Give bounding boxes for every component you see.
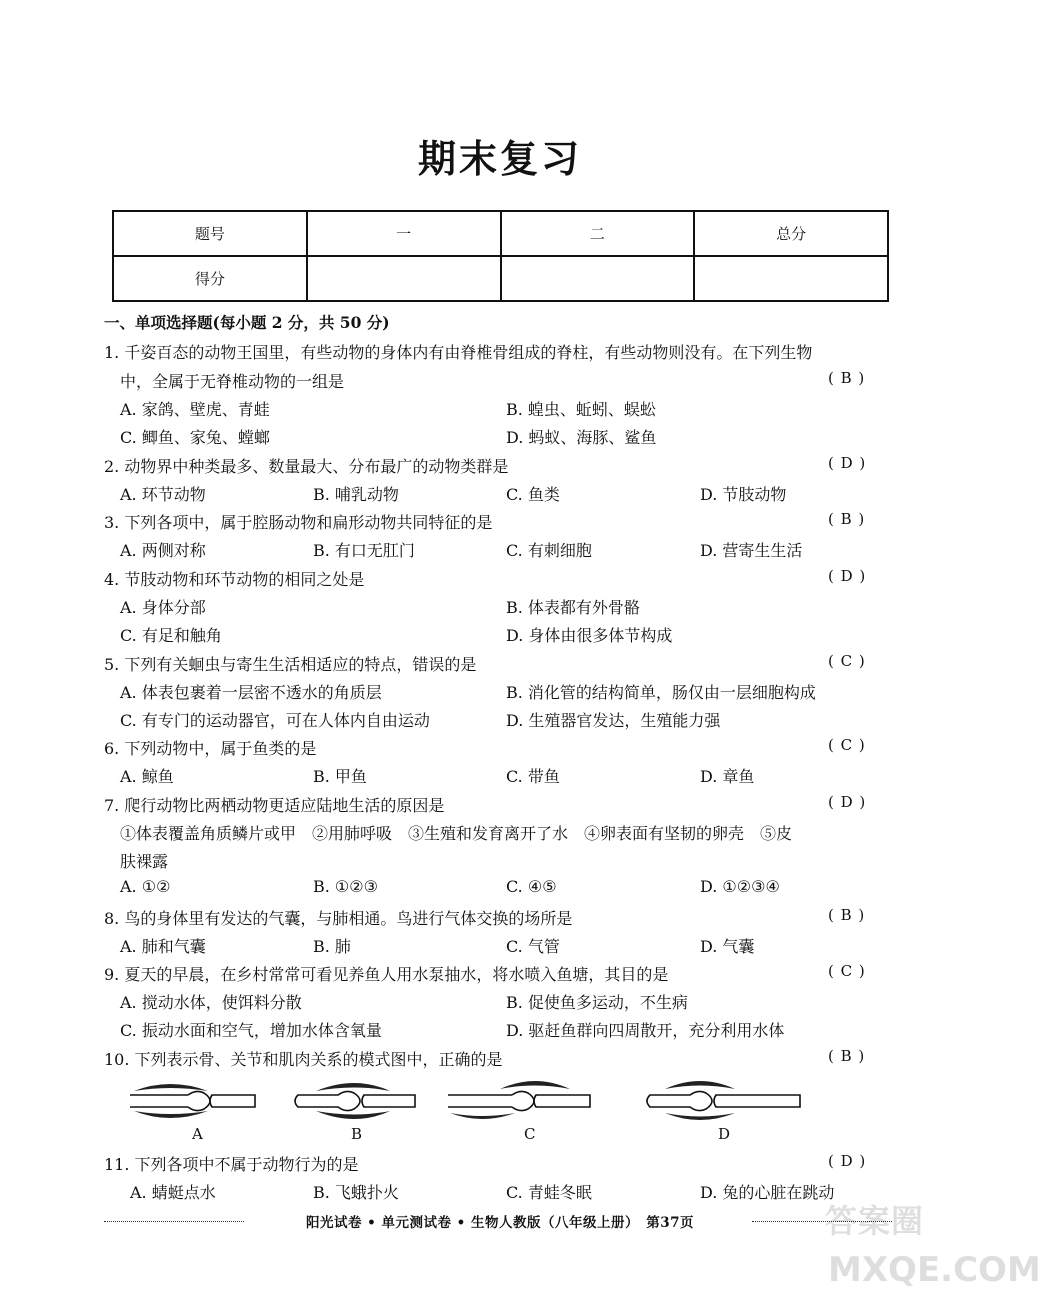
answer-mark: ( C ) <box>828 736 866 754</box>
option: C. ④⑤ <box>506 877 557 896</box>
option: C. 气管 <box>506 937 560 956</box>
answer-mark: ( B ) <box>828 510 866 528</box>
watermark: 答案圈 <box>825 1202 925 1240</box>
answer-mark: ( D ) <box>828 567 867 585</box>
option: B. 哺乳动物 <box>313 485 399 504</box>
option: D. 兔的心脏在跳动 <box>700 1183 835 1202</box>
question-text: 中，全属于无脊椎动物的一组是 <box>120 372 345 391</box>
option: A. 鲸鱼 <box>120 767 174 786</box>
diagram-label: D <box>718 1125 731 1143</box>
option: B. 消化管的结构简单，肠仅由一层细胞构成 <box>506 683 816 702</box>
option: A. 身体分部 <box>120 598 206 617</box>
score-header-cell: 总分 <box>694 211 888 256</box>
option: A. 蜻蜓点水 <box>130 1183 216 1202</box>
question-text: 5. 下列有关蛔虫与寄生生活相适应的特点，错误的是 <box>104 655 477 674</box>
option: A. 家鸽、壁虎、青蛙 <box>120 400 270 419</box>
answer-mark: ( B ) <box>828 369 866 387</box>
diagram-b <box>295 1083 415 1119</box>
question-text: ①体表覆盖角质鳞片或甲 ②用肺呼吸 ③生殖和发育离开了水 ④卵表面有坚韧的卵壳 ⑤皮 <box>120 824 793 843</box>
option: D. ①②③④ <box>700 877 780 896</box>
answer-mark: ( D ) <box>828 1152 867 1170</box>
question-text: 8. 鸟的身体里有发达的气囊，与肺相通。鸟进行气体交换的场所是 <box>104 909 573 928</box>
option: D. 章鱼 <box>700 767 755 786</box>
option: B. 促使鱼多运动，不生病 <box>506 993 688 1012</box>
page-title: 期末复习 <box>417 137 582 181</box>
option: A. 肺和气囊 <box>120 937 206 956</box>
option: A. 两侧对称 <box>120 541 206 560</box>
option: D. 节肢动物 <box>700 485 787 504</box>
option: C. 鱼类 <box>506 485 560 504</box>
option: D. 营寄生生活 <box>700 541 803 560</box>
option: D. 气囊 <box>700 937 755 956</box>
score-table <box>112 210 889 302</box>
option: B. 甲鱼 <box>313 767 367 786</box>
option: D. 驱赶鱼群向四周散开，充分利用水体 <box>506 1021 785 1040</box>
option: B. ①②③ <box>313 877 378 896</box>
answer-mark: ( B ) <box>828 906 866 924</box>
score-row-label: 得分 <box>113 256 307 301</box>
score-header-cell: 一 <box>307 211 501 256</box>
question-text: 3. 下列各项中，属于腔肠动物和扁形动物共同特征的是 <box>104 513 493 532</box>
diagram-a <box>130 1084 255 1118</box>
option: B. 有口无肛门 <box>313 541 415 560</box>
option: D. 蚂蚁、海豚、鲨鱼 <box>506 428 657 447</box>
question-text: 2. 动物界中种类最多、数量最大、分布最广的动物类群是 <box>104 457 509 476</box>
option: C. 带鱼 <box>506 767 560 786</box>
diagram-d <box>647 1081 800 1120</box>
answer-mark: ( D ) <box>828 454 867 472</box>
option: A. 体表包裹着一层密不透水的角质层 <box>120 683 382 702</box>
score-input-cell[interactable] <box>501 256 695 301</box>
score-header-cell: 二 <box>501 211 695 256</box>
option: B. 体表都有外骨骼 <box>506 598 640 617</box>
option: C. 青蛙冬眠 <box>506 1183 592 1202</box>
option: C. 鲫鱼、家兔、螳螂 <box>120 428 270 447</box>
diagram-label: B <box>351 1125 363 1143</box>
option: C. 振动水面和空气，增加水体含氧量 <box>120 1021 382 1040</box>
option: C. 有专门的运动器官，可在人体内自由运动 <box>120 711 430 730</box>
question-text: 11. 下列各项中不属于动物行为的是 <box>104 1155 359 1174</box>
question-text: 7. 爬行动物比两栖动物更适应陆地生活的原因是 <box>104 796 445 815</box>
option: B. 肺 <box>313 937 351 956</box>
option: A. ①② <box>120 877 171 896</box>
option: D. 生殖器官发达，生殖能力强 <box>506 711 721 730</box>
option: B. 蝗虫、蚯蚓、蜈蚣 <box>506 400 656 419</box>
question-text: 9. 夏天的早晨，在乡村常常可看见养鱼人用水泵抽水，将水喷入鱼塘，其目的是 <box>104 965 669 984</box>
option: C. 有刺细胞 <box>506 541 592 560</box>
answer-mark: ( B ) <box>828 1047 866 1065</box>
diagram-label: C <box>524 1125 536 1143</box>
score-input-cell[interactable] <box>307 256 501 301</box>
score-input-cell[interactable] <box>694 256 888 301</box>
diagram-c <box>448 1081 590 1119</box>
answer-mark: ( C ) <box>828 962 866 980</box>
option: C. 有足和触角 <box>120 626 222 645</box>
section-heading: 一、单项选择题(每小题 2 分，共 50 分) <box>104 313 390 332</box>
bone-joint-muscle-diagram <box>120 1075 820 1125</box>
option: A. 搅动水体，使饵料分散 <box>120 993 302 1012</box>
diagram-label: A <box>192 1125 203 1143</box>
answer-mark: ( C ) <box>828 652 866 670</box>
option: B. 飞蛾扑火 <box>313 1183 399 1202</box>
option: A. 环节动物 <box>120 485 206 504</box>
question-text: 1. 千姿百态的动物王国里，有些动物的身体内有由脊椎骨组成的脊柱，有些动物则没有。在下列生物 <box>104 343 813 362</box>
score-header-cell: 题号 <box>113 211 307 256</box>
watermark: MXQE.COM <box>828 1250 1041 1290</box>
question-text: 4. 节肢动物和环节动物的相同之处是 <box>104 570 365 589</box>
question-text: 10. 下列表示骨、关节和肌肉关系的模式图中，正确的是 <box>104 1050 503 1069</box>
question-text: 6. 下列动物中，属于鱼类的是 <box>104 739 317 758</box>
question-text: 肤裸露 <box>120 852 169 871</box>
option: D. 身体由很多体节构成 <box>506 626 673 645</box>
answer-mark: ( D ) <box>828 793 867 811</box>
page-footer: 阳光试卷 • 单元测试卷 • 生物人教版（八年级上册） 第37页 <box>305 1215 695 1231</box>
